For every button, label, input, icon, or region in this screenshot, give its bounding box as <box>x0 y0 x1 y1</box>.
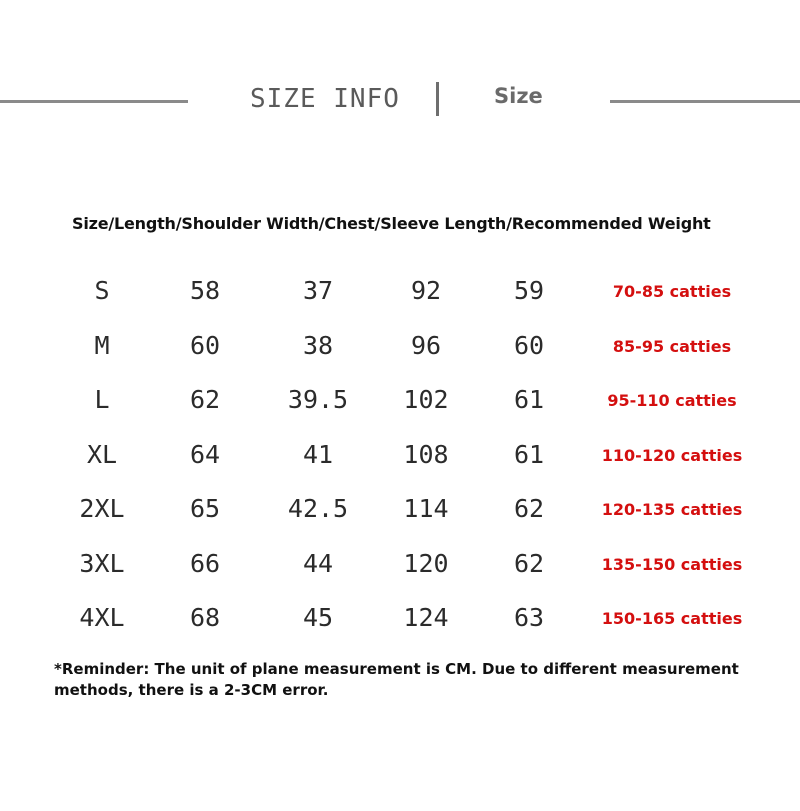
cell-weight: 95-110 catties <box>607 391 737 410</box>
cell-weight: 120-135 catties <box>601 500 743 519</box>
cell-chest: 102 <box>403 385 449 414</box>
cell-shoulder: 41 <box>302 440 334 469</box>
cell-length: 64 <box>189 440 221 469</box>
cell-length: 60 <box>189 331 221 360</box>
cell-chest: 114 <box>403 494 449 523</box>
right-divider-line <box>610 100 800 103</box>
cell-sleeve: 61 <box>513 440 545 469</box>
cell-weight: 70-85 catties <box>612 282 732 301</box>
table-row <box>0 603 800 643</box>
cell-length: 66 <box>189 549 221 578</box>
cell-size: 2XL <box>79 494 125 523</box>
cell-sleeve: 63 <box>513 603 545 632</box>
cell-size: M <box>94 331 110 360</box>
table-row <box>0 549 800 589</box>
table-row <box>0 276 800 316</box>
cell-shoulder: 44 <box>302 549 334 578</box>
title-separator <box>436 82 439 116</box>
cell-sleeve: 62 <box>513 494 545 523</box>
cell-length: 58 <box>189 276 221 305</box>
cell-size: L <box>94 385 110 414</box>
cell-length: 65 <box>189 494 221 523</box>
cell-shoulder: 45 <box>302 603 334 632</box>
cell-shoulder: 42.5 <box>287 494 349 523</box>
cell-sleeve: 61 <box>513 385 545 414</box>
cell-sleeve: 62 <box>513 549 545 578</box>
cell-size: S <box>94 276 110 305</box>
cell-sleeve: 59 <box>513 276 545 305</box>
cell-chest: 108 <box>403 440 449 469</box>
cell-shoulder: 38 <box>302 331 334 360</box>
table-header: Size/Length/Shoulder Width/Chest/Sleeve Length/Recommended Weight <box>72 214 711 233</box>
cell-weight: 135-150 catties <box>601 555 743 574</box>
cell-chest: 92 <box>410 276 442 305</box>
cell-weight: 110-120 catties <box>601 446 743 465</box>
cell-chest: 124 <box>403 603 449 632</box>
table-row <box>0 331 800 371</box>
cell-sleeve: 60 <box>513 331 545 360</box>
left-divider-line <box>0 100 188 103</box>
cell-length: 62 <box>189 385 221 414</box>
cell-length: 68 <box>189 603 221 632</box>
cell-chest: 120 <box>403 549 449 578</box>
table-row <box>0 440 800 480</box>
page-title: SIZE INFO <box>250 84 400 114</box>
cell-chest: 96 <box>410 331 442 360</box>
measurement-note: *Reminder: The unit of plane measurement is CM. Due to different measurement methods, there is a 2-3CM error. <box>54 660 739 699</box>
cell-size: 4XL <box>79 603 125 632</box>
cell-shoulder: 39.5 <box>287 385 349 414</box>
cell-size: XL <box>86 440 118 469</box>
table-row <box>0 385 800 425</box>
cell-weight: 85-95 catties <box>612 337 732 356</box>
cell-weight: 150-165 catties <box>601 609 743 628</box>
page-subtitle: Size <box>494 84 543 108</box>
table-row <box>0 494 800 534</box>
cell-size: 3XL <box>79 549 125 578</box>
cell-shoulder: 37 <box>302 276 334 305</box>
